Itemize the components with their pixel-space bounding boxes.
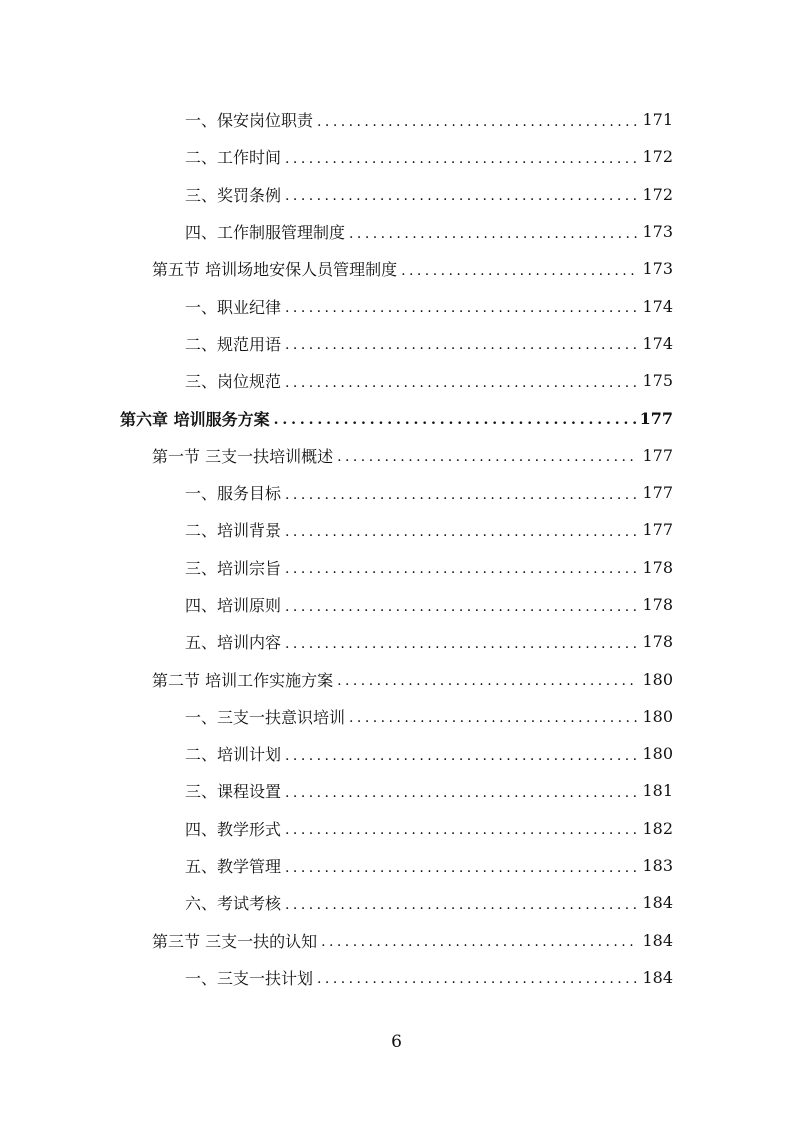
toc-entry-title: 六、考试考核 — [185, 894, 282, 914]
dot-leader — [285, 521, 638, 539]
dot-leader — [285, 857, 638, 875]
toc-entry-title: 一、服务目标 — [185, 484, 282, 504]
toc-entry-page: 177 — [642, 445, 673, 465]
toc-subsection-entry[interactable] — [185, 817, 673, 840]
toc-entry-title: 第三节 三支一扶的认知 — [152, 931, 318, 951]
toc-entry-page: 171 — [642, 110, 673, 130]
dot-leader — [285, 558, 638, 576]
toc-entry-title: 二、培训计划 — [185, 745, 282, 765]
toc-subsection-entry[interactable] — [185, 481, 673, 504]
toc-entry-title: 三、奖罚条例 — [185, 185, 282, 205]
toc-entry-title: 四、培训原则 — [185, 596, 282, 615]
toc-subsection-entry[interactable] — [185, 556, 673, 579]
toc-entry-page: 177 — [642, 483, 673, 503]
dot-leader — [285, 596, 638, 614]
toc-entry-page: 178 — [642, 557, 673, 577]
toc-entry-title: 二、培训背景 — [185, 521, 282, 541]
toc-subsection-entry[interactable] — [185, 742, 673, 765]
dot-leader — [285, 745, 638, 763]
toc-entry-title: 第二节 培训工作实施方案 — [152, 670, 334, 690]
toc-section-entry[interactable] — [152, 444, 673, 467]
toc-entry-page: 184 — [642, 967, 673, 987]
toc-entry-title: 第一节 三支一扶培训概述 — [152, 446, 334, 466]
toc-entry-page: 180 — [642, 706, 673, 726]
toc-subsection-entry[interactable] — [185, 854, 673, 877]
toc-subsection-entry[interactable] — [185, 966, 673, 989]
toc-subsection-entry[interactable] — [185, 630, 673, 653]
toc-subsection-entry[interactable] — [185, 295, 673, 318]
dot-leader — [285, 334, 638, 352]
toc-entry-page: 174 — [642, 333, 673, 353]
toc-subsection-entry[interactable] — [185, 518, 673, 541]
toc-entry-title: 五、培训内容 — [185, 633, 282, 653]
toc-entry-page: 184 — [642, 930, 673, 950]
dot-leader — [349, 223, 638, 241]
dot-leader — [337, 446, 638, 464]
dot-leader — [285, 185, 638, 203]
toc-entry-title: 三、培训宗旨 — [185, 558, 282, 578]
toc-entry-title: 四、教学形式 — [185, 819, 282, 839]
toc-entry-title: 一、三支一扶意识培训 — [185, 707, 346, 727]
dot-leader — [321, 931, 638, 949]
toc-entry-page: 177 — [642, 520, 673, 540]
dot-leader — [401, 260, 638, 278]
toc-entry-title: 第六章 培训服务方案 — [120, 409, 270, 429]
dot-leader — [285, 819, 638, 837]
toc-subsection-entry[interactable] — [185, 332, 673, 355]
toc-subsection-entry[interactable] — [185, 891, 673, 914]
toc-entry-title: 一、三支一扶计划 — [185, 968, 314, 988]
toc-entry-title: 三、课程设置 — [185, 782, 282, 802]
dot-leader — [285, 894, 638, 912]
dot-leader — [349, 707, 638, 725]
dot-leader — [337, 670, 638, 688]
toc-entry-page: 177 — [639, 408, 673, 428]
toc-entry-page: 175 — [642, 371, 673, 391]
page-number: 6 — [391, 1032, 402, 1052]
toc-section-entry[interactable] — [152, 929, 673, 952]
toc-entry-page: 172 — [642, 147, 673, 167]
toc-entry-title: 三、岗位规范 — [185, 372, 282, 392]
toc-subsection-entry[interactable] — [185, 183, 673, 206]
toc-entry-page: 173 — [642, 259, 673, 279]
toc-entry-page: 180 — [642, 669, 673, 689]
toc-section-entry[interactable] — [152, 257, 673, 280]
dot-leader — [285, 633, 638, 651]
toc-entry-title: 一、保安岗位职责 — [185, 111, 314, 131]
toc-entry-title: 二、工作时间 — [185, 148, 282, 168]
toc-entry-page: 178 — [642, 595, 673, 614]
toc-subsection-entry[interactable] — [185, 369, 673, 392]
toc-entry-title: 第五节 培训场地安保人员管理制度 — [152, 260, 398, 280]
toc-subsection-entry[interactable] — [185, 705, 673, 728]
toc-entry-page: 184 — [642, 893, 673, 913]
toc-entry-page: 178 — [642, 632, 673, 652]
toc-subsection-entry[interactable] — [185, 220, 673, 243]
toc-entry-page: 181 — [642, 781, 673, 801]
dot-leader — [285, 148, 638, 166]
table-of-contents — [0, 101, 793, 996]
toc-chapter-entry[interactable] — [120, 407, 673, 430]
dot-leader — [285, 484, 638, 502]
toc-entry-page: 182 — [642, 818, 673, 838]
toc-entry-title: 五、教学管理 — [185, 857, 282, 877]
dot-leader — [285, 372, 638, 390]
toc-entry-title: 二、规范用语 — [185, 334, 282, 354]
toc-section-entry[interactable] — [152, 668, 673, 691]
toc-entry-page: 183 — [642, 856, 673, 876]
toc-subsection-entry[interactable] — [185, 593, 673, 616]
dot-leader — [317, 111, 638, 129]
dot-leader — [317, 968, 638, 986]
dot-leader — [285, 297, 638, 315]
dot-leader — [285, 782, 638, 800]
toc-entry-page: 173 — [642, 222, 673, 242]
toc-entry-page: 180 — [642, 744, 673, 764]
dot-leader — [274, 409, 636, 427]
toc-subsection-entry[interactable] — [185, 145, 673, 168]
toc-entry-page: 174 — [642, 296, 673, 316]
toc-entry-page: 172 — [642, 184, 673, 204]
toc-subsection-entry[interactable] — [185, 779, 673, 802]
toc-entry-title: 四、工作制服管理制度 — [185, 223, 346, 243]
toc-subsection-entry[interactable] — [185, 108, 673, 131]
toc-entry-title: 一、职业纪律 — [185, 297, 282, 317]
